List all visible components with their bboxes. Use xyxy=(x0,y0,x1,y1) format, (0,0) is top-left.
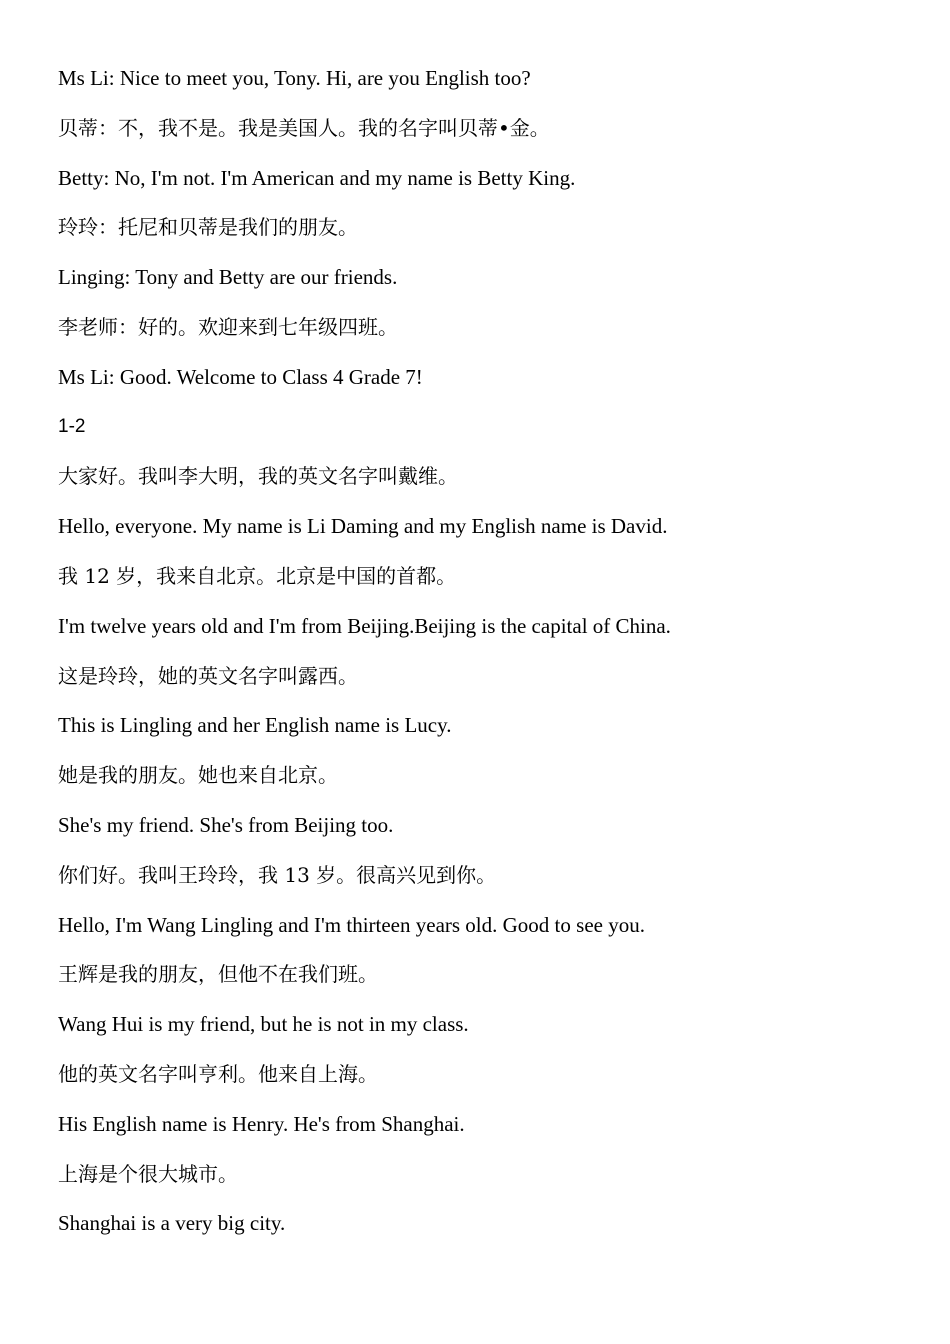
text-line: 这是玲玲，她的英文名字叫露西。 xyxy=(58,663,358,688)
text-line: Betty: No, I'm not. I'm American and my name is Betty King. xyxy=(58,165,576,190)
text-line: 玲玲：托尼和贝蒂是我们的朋友。 xyxy=(58,215,358,240)
text-line: Hello, I'm Wang Lingling and I'm thirteen years old. Good to see you. xyxy=(58,912,645,937)
section-number: 1-2 xyxy=(58,415,86,437)
text-line: I'm twelve years old and I'm from Beijing.Beijing is the capital of China. xyxy=(58,613,671,638)
text-line: His English name is Henry. He's from Shanghai. xyxy=(58,1111,465,1136)
text-line: 王辉是我的朋友，但他不在我们班。 xyxy=(58,962,378,987)
text-line: 我 12 岁，我来自北京。北京是中国的首都。 xyxy=(58,563,457,588)
text-line: 贝蒂：不，我不是。我是美国人。我的名字叫贝蒂•金。 xyxy=(58,115,550,140)
text-line: Shanghai is a very big city. xyxy=(58,1211,286,1236)
text-line: 她是我的朋友。她也来自北京。 xyxy=(58,763,338,788)
text-line: This is Lingling and her English name is Lucy. xyxy=(58,713,452,738)
text-line: 大家好。我叫李大明，我的英文名字叫戴维。 xyxy=(58,464,458,489)
document-body xyxy=(58,58,918,1253)
text-line: Ms Li: Nice to meet you, Tony. Hi, are you English too? xyxy=(58,66,531,90)
text-line: Ms Li: Good. Welcome to Class 4 Grade 7! xyxy=(58,364,423,389)
text-line: Hello, everyone. My name is Li Daming and my English name is David. xyxy=(58,514,668,539)
text-line: 你们好。我叫王玲玲，我 13 岁。很高兴见到你。 xyxy=(58,862,497,887)
text-line: Linging: Tony and Betty are our friends. xyxy=(58,265,398,290)
text-line: 他的英文名字叫亨利。他来自上海。 xyxy=(58,1061,378,1086)
text-line: 上海是个很大城市。 xyxy=(58,1161,238,1186)
text-line: 李老师：好的。欢迎来到七年级四班。 xyxy=(58,314,398,339)
text-line: She's my friend. She's from Beijing too. xyxy=(58,812,394,837)
text-line: Wang Hui is my friend, but he is not in my class. xyxy=(58,1012,469,1037)
